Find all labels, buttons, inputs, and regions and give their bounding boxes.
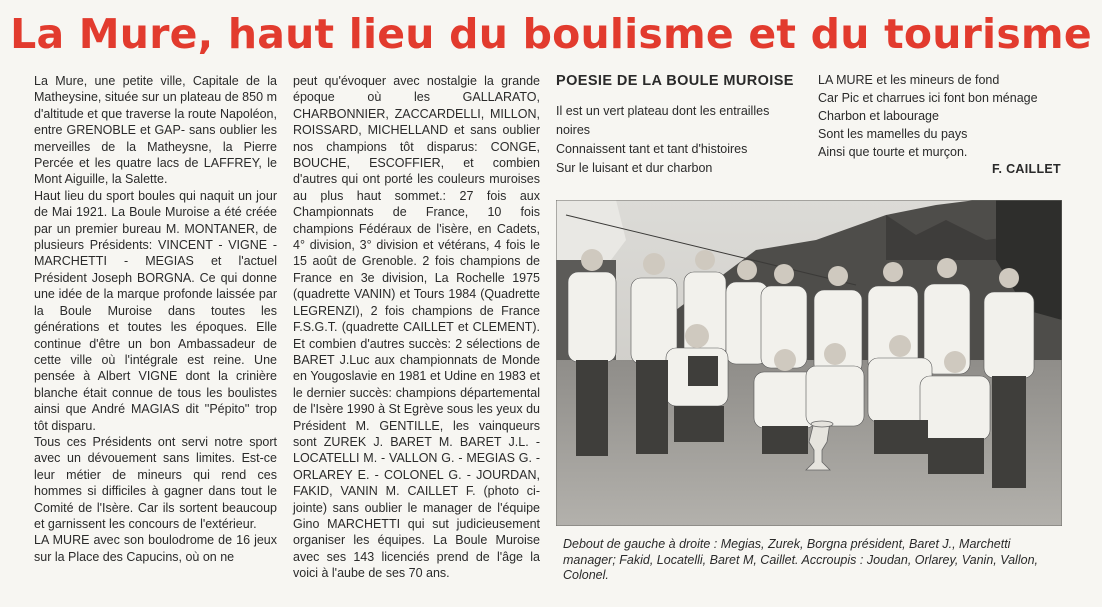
poem-line: Sont les mamelles du pays <box>818 127 968 141</box>
poem-line: Connaissent tant et tant d'histoires <box>556 142 748 156</box>
poem-line: Car Pic et charrues ici font bon ménage <box>818 91 1038 105</box>
poem-stanza-left <box>556 102 806 178</box>
paragraph: La Mure, une petite ville, Capitale de la Matheysine, située sur un plateau de 850 m d'altitude et que traverse la route Napoléon, entre GRENOBLE et GAP- sans oublier les merveilles de la Matheysne, la Pierre Percée et les quatre lacs de LAFFREY, le Mont Aiguille, la Salette. <box>34 74 277 187</box>
poem-line: Sur le luisant et dur charbon <box>556 161 713 175</box>
poem-line: Charbon et labourage <box>818 109 939 123</box>
poem-line: Il est un vert plateau dont les entrailles noires <box>556 104 770 137</box>
paragraph: peut qu'évoquer avec nostalgie la grande époque où les GALLARATO, CHARBONNIER, ZACCARDELLI, MILLON, ROISSARD, MICHELLAND et sans oublier nos champions tôt disparus: CONGE, BOUCHE, ESCOFFIER, et combien d'autres qui ont porté les couleurs muroises au plus haut sommet.: 27 fois aux Championnats de France, 10 fois champions Fédéraux de l'isère, en Cadets, 4° division, 3° division et vétérans, 4 fois le 15 août de Grenoble. 2 fois champions de France en 3e division, La Rochelle 1975 (quadrette VANIN) et Tours 1984 (Quadrette LEGRENZI), 2 fois champions de France F.S.G.T. (quadrette CAILLET et CLEMENT). Et combien d'autres succès: 2 sélections de BARET J.Luc aux championnats de Monde en Yougoslavie en 1981 et Udine en 1983 et le dernier succès: champions départemental de l'Isère 1990 à St Egrève sous les yeux du Président M. GENTILLE, les vainqueurs sont ZUREK J. BARET M. BARET J.L. - LOCATELLI M. - VALLON G. - MEGIAS G. - ORLAREY E. - COLONEL G. - JOURDAN, FAKID, VANIN M. CAILLET F. (photo ci-jointe) sans oublier le manager de l'équipe Gino MARCHETTI qui sut judicieusement organiser les équipes. La Boule Muroise avec ses 143 licenciés prend de l'âge la voici à l'aube de ses 70 ans. <box>293 74 540 581</box>
article-column-1 <box>34 73 277 565</box>
poem-stanza-right <box>818 71 1068 161</box>
paragraph: Haut lieu du sport boules qui naquit un jour de Mai 1921. La Boule Muroise a été créée par un premier bureau M. MONTANER, de plusieurs Présidents: VINCENT - VIGNE - MARCHETTI - MEGIAS et l'actuel Président Joseph BORGNA. Ce qui donne une idée de la marque profonde laissée par la Boule Muroise dans toutes les générations et toutes les époques. Elle continue d'être un bon Ambassadeur de cette ville où l'intégrale est reine. Une pensée à Albert VIGNE dont la crinière blanche était connue de tous les boulistes ainsi que André MAGIAS dit ''Pépito'' trop tôt disparu. <box>34 188 277 433</box>
poem-title: POESIE DE LA BOULE MUROISE <box>556 73 794 89</box>
poem-line: LA MURE et les mineurs de fond <box>818 73 1000 87</box>
article-headline: La Mure, haut lieu du boulisme et du tourisme <box>10 10 1092 58</box>
poem-line: Ainsi que tourte et murçon. <box>818 145 968 159</box>
article-column-2 <box>293 73 540 582</box>
team-photo <box>556 200 1062 526</box>
paragraph: LA MURE avec son boulodrome de 16 jeux sur la Place des Capucins, où on ne <box>34 533 277 564</box>
photo-caption: Debout de gauche à droite : Megias, Zurek, Borgna président, Baret J., Marchetti manager; Fakid, Locatelli, Baret M, Caillet. Accroupis : Joudan, Orlarey, Vanin, Vallon, Colonel. <box>563 537 1038 582</box>
poem-author: F. CAILLET <box>992 162 1061 176</box>
paragraph: Tous ces Présidents ont servi notre sport avec un dévouement sans limites. Est-ce leur métier de mineurs qui rend ces hommes si difficiles à gagner dans tout le Comité de l'Isère. Car ils sortent beaucoup et garnissent les concours de l'extérieur. <box>34 434 277 531</box>
